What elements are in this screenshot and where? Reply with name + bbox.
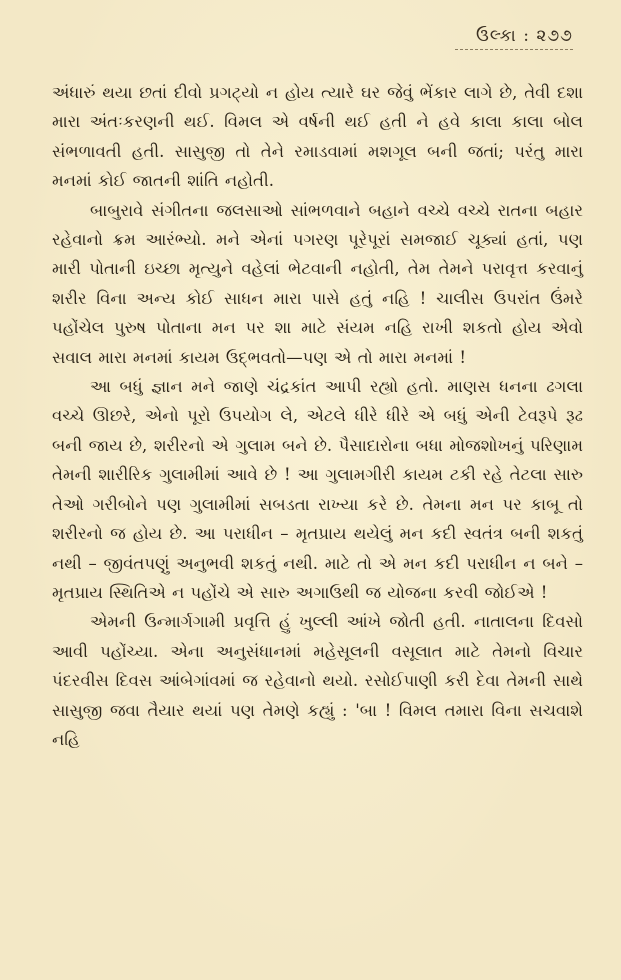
- paragraph: એમની ઉન્માર્ગગામી પ્રવૃત્તિ હું ખુલ્લી આંખે જોતી હતી. નાતાલના દિવસો આવી પહોંચ્યા. એના અનુસંધાનમાં મહેસૂલની વસૂલાત માટે તેમનો વિચાર પંદરવીસ દિવસ આંબેગાંવમાં જ રહેવાનો થયો. રસોઈપાણી કરી દેવા તેમની સાથે સાસુજી જવા તૈયાર થયાં પણ તેમણે કહ્યું : 'બા ! વિમલ તમારા વિના સચવાશે નહિ: [52, 612, 583, 749]
- paragraph: આ બધું જ્ઞાન મને જાણે ચંદ્રકાંત આપી રહ્યો હતો. માણસ ધનના ઢગલા વચ્ચે ઊછરે, એનો પૂરો ઉપયોગ લે, એટલે ધીરે ધીરે એ બધું એની ટેવરૂપે રૂઢ બની જાય છે, શરીરનો એ ગુલામ બને છે. પૈસાદારોના બધા મોજશોખનું પરિણામ તેમની શારીરિક ગુલામીમાં આવે છે ! આ ગુલામગીરી કાયમ ટકી રહે તેટલા સારુ તેઓ ગરીબોને પણ ગુલામીમાં સબડતા રાખ્યા કરે છે. તેમના મન પર કાબૂ તો શરીરનો જ હોય છે. આ પરાધીન – મૃતપ્રાય થયેલું મન કદી સ્વતંત્ર બની શકતું નથી – જીવંતપણું અનુભવી શકતું નથી. માટે તો એ મન કદી પરાધીન ન બને – મૃતપ્રાય સ્થિતિએ ન પહોંચે એ સારુ અગાઉથી જ યોજના કરવી જોઈએ !: [52, 377, 583, 602]
- paragraph: બાબુરાવે સંગીતના જલસાઓ સાંભળવાને બહાને વચ્ચે વચ્ચે રાતના બહાર રહેવાનો ક્રમ આરંભ્યો. મને એનાં પગરણ પૂરેપૂરાં સમજાઈ ચૂક્યાં હતાં, પણ મારી પોતાની ઇચ્છા મૃત્યુને વહેલાં ભેટવાની નહોતી, તેમ તેમને પરાવૃત્ત કરવાનું શરીર વિના અન્ય કોઈ સાધન મારા પાસે હતું નહિ ! ચાલીસ ઉપરાંત ઉંમરે પહોંચેલ પુરુષ પોતાના મન પર શા માટે સંયમ નહિ રાખી શકતો હોય એવો સવાલ મારા મનમાં કાયમ ઉદ્ભવતો—પણ એ તો મારા મનમાં !: [52, 200, 583, 367]
- running-title: ઉલ્કા : ૨૭૭: [475, 26, 573, 46]
- header-underline: [455, 49, 573, 50]
- running-header: [52, 26, 583, 66]
- body-text: [52, 78, 583, 754]
- paragraph: અંધારું થયા છતાં દીવો પ્રગટ્યો ન હોય ત્યારે ઘર જેવું ભેંકાર લાગે છે, તેવી દશા મારા અંતઃકરણની થઈ. વિમલ એ વર્ષની થઈ હતી ને હવે કાલા કાલા બોલ સંભળાવતી હતી. સાસુજી તો તેને રમાડવામાં મશગૂલ બની જતાં; પરંતુ મારા મનમાં કોઈ જાતની શાંતિ નહોતી.: [52, 83, 583, 191]
